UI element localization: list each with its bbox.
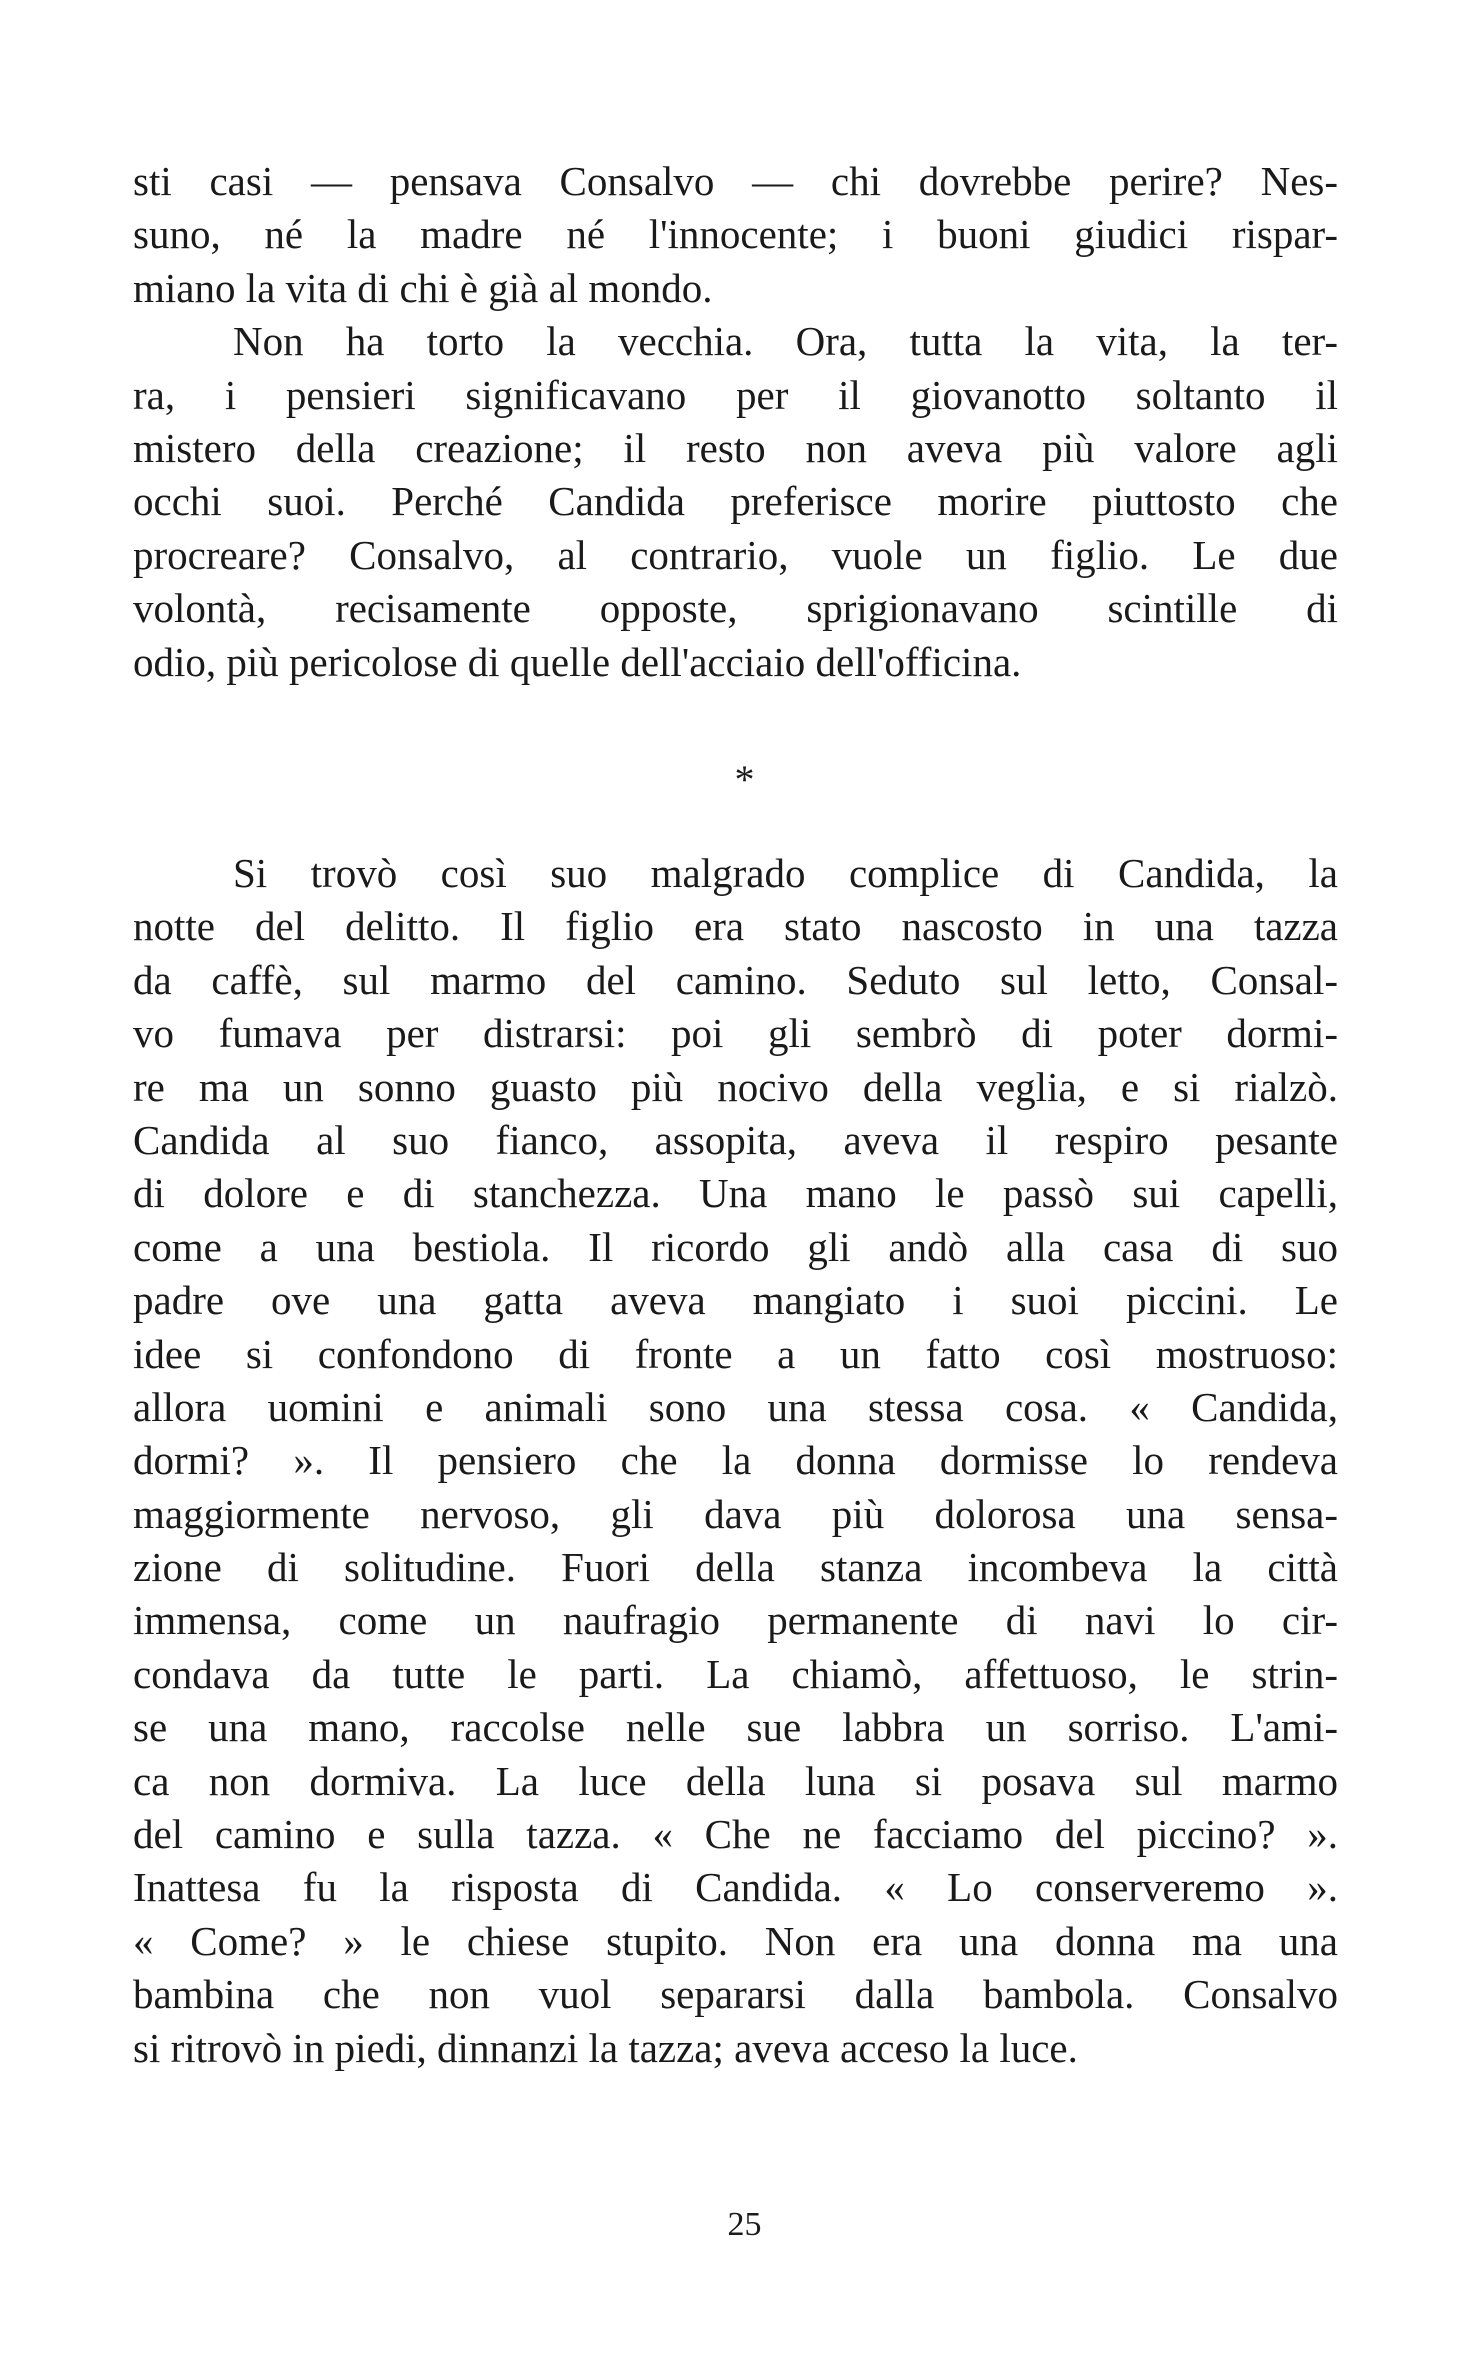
text-line: procreare? Consalvo, al contrario, vuole un figlio. Le due (133, 531, 1338, 578)
text-line: miano la vita di chi è già al mondo. (133, 264, 713, 311)
text-line: si ritrovò in piedi, dinnanzi la tazza; aveva acceso la luce. (133, 2024, 1078, 2071)
text-line: suno, né la madre né l'innocente; i buoni giudici rispar- (133, 211, 1338, 258)
text-line: odio, più pericolose di quelle dell'acciaio dell'officina. (133, 638, 1022, 685)
text-line: come a una bestiola. Il ricordo gli andò alla casa di suo (133, 1223, 1338, 1270)
text-line: idee si confondono di fronte a un fatto così mostruoso: (133, 1330, 1338, 1377)
text-line: zione di solitudine. Fuori della stanza incombeva la città (133, 1544, 1338, 1591)
section-separator-asterisk: * (734, 757, 755, 802)
text-line: Candida al suo fianco, assopita, aveva il respiro pesante (133, 1116, 1338, 1163)
text-section-top (133, 155, 1338, 689)
text-line: re ma un sonno guasto più nocivo della veglia, e si rialzò. (133, 1063, 1338, 1110)
text-line: occhi suoi. Perché Candida preferisce morire piuttosto che (133, 478, 1338, 525)
text-line: ra, i pensieri significavano per il giovanotto soltanto il (133, 371, 1338, 418)
text-line: da caffè, sul marmo del camino. Seduto sul letto, Consal- (133, 956, 1338, 1003)
text-line: padre ove una gatta aveva mangiato i suoi piccini. Le (133, 1277, 1338, 1324)
text-line: ca non dormiva. La luce della luna si posava sul marmo (133, 1757, 1338, 1804)
text-line: notte del delitto. Il figlio era stato nascosto in una tazza (133, 903, 1338, 950)
text-line: Inattesa fu la risposta di Candida. « Lo conserveremo ». (133, 1864, 1338, 1911)
text-line: Non ha torto la vecchia. Ora, tutta la vita, la ter- (233, 318, 1338, 365)
text-line: allora uomini e animali sono una stessa cosa. « Candida, (133, 1383, 1338, 1430)
text-line: di dolore e di stanchezza. Una mano le passò sui capelli, (133, 1170, 1338, 1217)
text-line: maggiormente nervoso, gli dava più dolorosa una sensa- (133, 1490, 1338, 1537)
text-line: immensa, come un naufragio permanente di navi lo cir- (133, 1597, 1338, 1644)
text-line: del camino e sulla tazza. « Che ne facciamo del piccino? ». (133, 1811, 1338, 1858)
page-number: 25 (727, 2206, 762, 2243)
text-line: se una mano, raccolse nelle sue labbra un sorriso. L'ami- (133, 1704, 1338, 1751)
text-line: vo fumava per distrarsi: poi gli sembrò di poter dormi- (133, 1010, 1338, 1057)
text-line: bambina che non vuol separarsi dalla bambola. Consalvo (133, 1971, 1338, 2018)
text-line: mistero della creazione; il resto non aveva più valore agli (133, 424, 1338, 471)
text-line: Si trovò così suo malgrado complice di Candida, la (233, 850, 1338, 896)
text-line: volontà, recisamente opposte, sprigionavano scintille di (133, 585, 1338, 632)
text-line: dormi? ». Il pensiero che la donna dormisse lo rendeva (133, 1437, 1338, 1484)
text-section-bottom (133, 847, 1338, 2075)
text-line: sti casi — pensava Consalvo — chi dovrebbe perire? Nes- (133, 158, 1338, 204)
text-line: condava da tutte le parti. La chiamò, affettuoso, le strin- (133, 1650, 1338, 1697)
text-line: « Come? » le chiese stupito. Non era una donna ma una (133, 1917, 1338, 1964)
